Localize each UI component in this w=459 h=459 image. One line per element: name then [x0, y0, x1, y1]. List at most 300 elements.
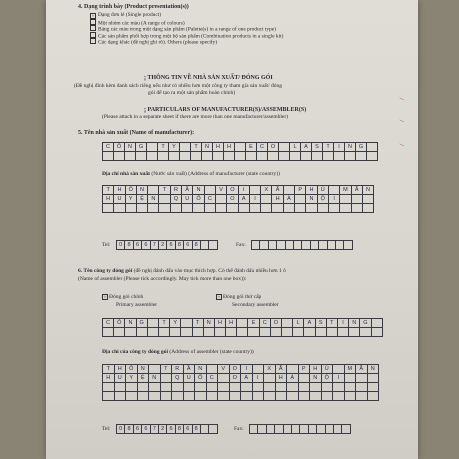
letter-cell: H	[306, 186, 317, 195]
letter-cell: E	[246, 143, 257, 152]
letter-cell	[250, 186, 261, 195]
letter-cell	[136, 152, 147, 161]
letter-cell	[264, 374, 276, 383]
digit-cell: 8	[193, 241, 201, 250]
primary-assembler-vi: Đóng gói chính	[109, 294, 144, 300]
letter-cell	[207, 383, 219, 392]
digit-cell	[336, 241, 344, 250]
letter-cell	[352, 195, 363, 204]
section5-address-label-rest: (Nước sản xuất) (Address of manufacturer (state country))	[150, 171, 280, 177]
digit-cell	[267, 425, 275, 434]
letter-cell: T	[327, 319, 338, 328]
manufacturer-fax-grid[interactable]	[251, 240, 353, 250]
letter-cell: T	[159, 319, 170, 328]
letter-cell	[148, 319, 159, 328]
manufacturer-heading-en-text: PARTICULARS OF MANUFACTURER(S)/ASSEMBLER(S)	[147, 107, 307, 113]
letter-cell	[213, 152, 224, 161]
letter-cell: V	[216, 186, 227, 195]
digit-cell: 6	[167, 425, 175, 434]
letter-cell	[235, 143, 246, 152]
letter-cell: Ô	[126, 186, 137, 195]
letter-cell	[334, 152, 345, 161]
letter-cell	[253, 365, 265, 374]
letter-cell	[306, 204, 317, 213]
letter-cell	[329, 204, 340, 213]
manufacturer-heading-vi: ¡ THÔNG TIN VỀ NHÀ SẢN XUẤT/ ĐÓNG GÓI	[144, 75, 273, 81]
letter-cell	[248, 328, 259, 337]
letter-cell	[138, 383, 150, 392]
letter-cell	[293, 328, 304, 337]
letter-cell	[172, 383, 184, 392]
letter-cell	[180, 143, 191, 152]
digit-cell	[275, 425, 283, 434]
letter-cell	[333, 392, 345, 401]
letter-cell	[253, 392, 265, 401]
letter-cell	[360, 328, 371, 337]
primary-assembler-en: Primary assembler	[116, 302, 158, 308]
letter-cell	[202, 152, 213, 161]
letter-cell	[312, 152, 323, 161]
letter-cell: Ầ	[182, 186, 193, 195]
letter-cell	[356, 152, 367, 161]
letter-cell	[103, 204, 114, 213]
letter-cell	[264, 392, 276, 401]
presentation-option[interactable]	[90, 12, 161, 19]
document-page	[46, 0, 418, 459]
digit-cell: 7	[151, 241, 159, 250]
section6-title-rest: (đề nghị đánh dấu vào mục thích hợp. Có thể đánh dấu nhiều hơn 1 ô	[132, 268, 286, 274]
letter-cell	[310, 383, 322, 392]
letter-cell	[103, 328, 114, 337]
letter-cell	[218, 383, 230, 392]
letter-cell	[147, 143, 158, 152]
letter-cell: Q	[172, 374, 184, 383]
primary-assembler-option[interactable]	[102, 294, 143, 301]
letter-cell: G	[137, 319, 148, 328]
letter-cell: À	[284, 195, 295, 204]
letter-cell: T	[191, 143, 202, 152]
letter-cell	[287, 392, 299, 401]
letter-cell	[276, 383, 288, 392]
letter-cell: A	[304, 319, 315, 328]
letter-cell	[216, 195, 227, 204]
letter-cell: C	[103, 143, 114, 152]
letter-cell: N	[138, 365, 150, 374]
letter-cell: N	[125, 319, 136, 328]
letter-cell	[114, 204, 125, 213]
digit-cell: 6	[134, 241, 142, 250]
letter-cell: H	[215, 319, 226, 328]
letter-cell: A	[241, 374, 253, 383]
digit-cell	[342, 425, 350, 434]
letter-cell	[181, 328, 192, 337]
section5-tel-label: Tel:	[102, 242, 111, 248]
letter-cell: Y	[169, 143, 180, 152]
letter-cell	[261, 195, 272, 204]
letter-cell	[159, 204, 170, 213]
letter-cell	[147, 152, 158, 161]
letter-cell	[301, 152, 312, 161]
letter-cell	[207, 392, 219, 401]
letter-cell: T	[103, 365, 115, 374]
letter-cell	[193, 204, 204, 213]
letter-cell	[103, 152, 114, 161]
letter-cell	[126, 392, 138, 401]
option-checkbox[interactable]: ×	[91, 12, 95, 18]
letter-cell	[205, 204, 216, 213]
secondary-assembler-vi: Đóng gói thứ cấp	[223, 294, 262, 300]
letter-cell: H	[272, 195, 283, 204]
letter-cell	[159, 195, 170, 204]
letter-cell: N	[306, 195, 317, 204]
manufacturer-name-grid[interactable]	[102, 142, 378, 161]
assembler-address-grid[interactable]	[102, 364, 379, 401]
letter-cell: H	[224, 143, 235, 152]
manufacturer-note-vi-1: (Đề nghị đính kèm danh sách riêng nếu như có nhiều hơn một công ty tham gia sản xuất/ đóng	[74, 83, 282, 89]
letter-cell: I	[333, 374, 345, 383]
letter-cell	[329, 186, 340, 195]
letter-cell: I	[334, 143, 345, 152]
digit-cell	[286, 241, 294, 250]
letter-cell	[372, 319, 383, 328]
letter-cell	[170, 328, 181, 337]
letter-cell: E	[248, 319, 259, 328]
letter-cell: O	[268, 143, 279, 152]
manufacturer-tel-grid[interactable]	[116, 240, 218, 250]
letter-cell	[149, 365, 161, 374]
letter-cell: Ố	[195, 374, 207, 383]
letter-cell: Ầ	[184, 365, 196, 374]
assembler-fax-grid[interactable]	[249, 424, 351, 434]
letter-cell	[356, 374, 368, 383]
letter-cell: H	[276, 374, 288, 383]
letter-cell	[284, 204, 295, 213]
digit-cell	[317, 425, 325, 434]
letter-cell: P	[299, 365, 311, 374]
section6-title-bold: 6. Tên công ty đóng gói	[78, 268, 133, 274]
letter-cell	[345, 374, 357, 383]
letter-cell	[161, 383, 173, 392]
letter-cell: N	[202, 143, 213, 152]
letter-cell	[356, 383, 368, 392]
letter-cell	[276, 392, 288, 401]
letter-cell	[169, 152, 180, 161]
letter-cell: Y	[126, 195, 137, 204]
letter-cell	[237, 328, 248, 337]
letter-cell: G	[356, 143, 367, 152]
letter-cell	[181, 319, 192, 328]
letter-cell: R	[172, 365, 184, 374]
letter-cell: Ú	[318, 186, 329, 195]
option-checkbox[interactable]	[90, 32, 96, 38]
letter-cell	[253, 383, 265, 392]
letter-cell: L	[290, 143, 301, 152]
letter-cell	[125, 152, 136, 161]
letter-cell: C	[207, 374, 219, 383]
letter-cell	[257, 152, 268, 161]
section6-address-label-rest: (Address of assembler (state country))	[168, 349, 254, 355]
letter-cell	[148, 186, 159, 195]
secondary-assembler-option[interactable]	[216, 294, 261, 301]
letter-cell: R	[171, 186, 182, 195]
letter-cell	[207, 365, 219, 374]
digit-cell: 8	[125, 425, 133, 434]
letter-cell	[184, 383, 196, 392]
letter-cell	[282, 319, 293, 328]
letter-cell: S	[316, 319, 327, 328]
secondary-assembler-en: Secondary assembler	[232, 302, 279, 308]
letter-cell	[218, 392, 230, 401]
section6-title	[78, 268, 286, 275]
letter-cell: Ô	[114, 143, 125, 152]
assembler-name-grid[interactable]	[102, 318, 383, 337]
digit-cell	[209, 241, 217, 250]
letter-cell: Ã	[352, 186, 363, 195]
digit-cell	[250, 425, 258, 434]
letter-cell	[114, 152, 125, 161]
letter-cell	[161, 392, 173, 401]
section5-address-label	[102, 171, 280, 178]
letter-cell	[290, 152, 301, 161]
digit-cell	[209, 425, 217, 434]
letter-cell	[368, 392, 380, 401]
letter-cell	[241, 392, 253, 401]
letter-cell	[368, 383, 380, 392]
letter-cell	[115, 392, 127, 401]
section5-address-label-bold: Địa chỉ nhà sản xuất	[102, 171, 150, 177]
letter-cell: N	[195, 365, 207, 374]
letter-cell: Ô	[114, 319, 125, 328]
digit-cell: 7	[151, 425, 159, 434]
digit-cell	[292, 425, 300, 434]
letter-cell: V	[218, 365, 230, 374]
digit-cell: 6	[142, 425, 150, 434]
letter-cell: O	[230, 365, 242, 374]
letter-cell	[161, 374, 173, 383]
letter-cell: M	[345, 365, 357, 374]
letter-cell	[322, 392, 334, 401]
letter-cell	[333, 383, 345, 392]
letter-cell	[295, 195, 306, 204]
letter-cell: C	[205, 195, 216, 204]
letter-cell	[340, 204, 351, 213]
digit-cell: 6	[134, 425, 142, 434]
section6-fax-label: Fax:	[234, 426, 244, 432]
letter-cell	[363, 195, 374, 204]
letter-cell	[149, 392, 161, 401]
letter-cell	[272, 204, 283, 213]
primary-assembler-checkbox[interactable]: ×	[103, 294, 107, 299]
digit-cell: 6	[167, 241, 175, 250]
digit-cell	[328, 241, 336, 250]
letter-cell	[227, 204, 238, 213]
digit-cell	[319, 241, 327, 250]
letter-cell	[299, 392, 311, 401]
letter-cell	[271, 328, 282, 337]
option-label: Các dạng khác (đề nghị ghi rõ). Others (please specify)	[98, 39, 218, 46]
section6-address-label-bold: Địa chỉ của công ty đóng gói	[102, 349, 169, 355]
option-checkbox[interactable]	[90, 19, 96, 25]
letter-cell: T	[103, 186, 114, 195]
presentation-option[interactable]	[90, 38, 217, 46]
letter-cell: T	[159, 186, 170, 195]
letter-cell	[372, 328, 383, 337]
digit-cell	[258, 425, 266, 434]
assembler-tel-grid[interactable]	[116, 424, 218, 434]
digit-cell	[252, 241, 260, 250]
letter-cell	[316, 328, 327, 337]
digit-cell: 6	[184, 425, 192, 434]
margin-mark: /	[399, 119, 406, 123]
digit-cell: 2	[159, 425, 167, 434]
letter-cell: I	[250, 195, 261, 204]
letter-cell: G	[360, 319, 371, 328]
letter-cell	[363, 204, 374, 213]
letter-cell	[180, 152, 191, 161]
letter-cell	[246, 152, 257, 161]
letter-cell: U	[182, 195, 193, 204]
letter-cell	[260, 328, 271, 337]
letter-cell: Ã	[272, 186, 283, 195]
letter-cell	[338, 328, 349, 337]
letter-cell: Y	[126, 374, 138, 383]
letter-cell	[349, 328, 360, 337]
section6-tel-label: Tel:	[102, 426, 111, 432]
letter-cell: C	[103, 319, 114, 328]
digit-cell	[334, 425, 342, 434]
letter-cell	[126, 204, 137, 213]
letter-cell	[264, 383, 276, 392]
option-label: Bảng các màu trong một dạng sản phẩm (Palette(s) in a range of one product type)	[98, 26, 276, 33]
manufacturer-note-en: (Please attach in a separate sheet if there are more than one manufacturer/assembler)	[102, 114, 288, 120]
letter-cell	[193, 328, 204, 337]
letter-cell	[367, 152, 378, 161]
letter-cell	[279, 143, 290, 152]
letter-cell: N	[345, 143, 356, 152]
letter-cell: M	[340, 186, 351, 195]
letter-cell: Ệ	[138, 374, 150, 383]
section5-fax-label: Fax:	[236, 242, 246, 248]
manufacturer-heading-en: ¡ PARTICULARS OF MANUFACTURER(S)/ASSEMBLER(S)	[144, 107, 307, 113]
letter-cell	[171, 204, 182, 213]
letter-cell	[137, 328, 148, 337]
letter-cell: H	[115, 365, 127, 374]
letter-cell	[103, 392, 115, 401]
digit-cell	[294, 241, 302, 250]
letter-cell	[205, 186, 216, 195]
letter-cell	[239, 204, 250, 213]
letter-cell: X	[261, 186, 272, 195]
letter-cell	[126, 383, 138, 392]
letter-cell	[125, 328, 136, 337]
digit-cell	[277, 241, 285, 250]
margin-mark: /	[399, 143, 406, 147]
letter-cell	[103, 383, 115, 392]
digit-cell: 8	[125, 241, 133, 250]
letter-cell: À	[287, 374, 299, 383]
letter-cell	[215, 328, 226, 337]
letter-cell	[138, 392, 150, 401]
digit-cell	[269, 241, 277, 250]
manufacturer-note-vi-2: gói để tạo ra một sản phẩm hoàn chỉnh)	[148, 90, 236, 96]
letter-cell	[261, 204, 272, 213]
digit-cell: 8	[176, 425, 184, 434]
letter-cell: N	[363, 186, 374, 195]
letter-cell	[204, 328, 215, 337]
letter-cell: Ố	[193, 195, 204, 204]
option-label: Các sản phẩm phối hợp trong một bộ sản phẩm (Combination products in a single kit)	[98, 33, 284, 40]
letter-cell: Q	[171, 195, 182, 204]
letter-cell	[367, 143, 378, 152]
letter-cell	[148, 328, 159, 337]
letter-cell: P	[295, 186, 306, 195]
option-label: Dạng đơn lẻ (Single product)	[98, 12, 162, 18]
letter-cell: O	[230, 374, 242, 383]
letter-cell	[159, 328, 170, 337]
letter-cell: C	[257, 143, 268, 152]
letter-cell: Ộ	[318, 195, 329, 204]
letter-cell	[137, 204, 148, 213]
letter-cell	[345, 152, 356, 161]
letter-cell: I	[253, 374, 265, 383]
letter-cell	[310, 392, 322, 401]
letter-cell	[195, 392, 207, 401]
letter-cell	[299, 374, 311, 383]
digit-cell	[344, 241, 352, 250]
letter-cell	[340, 195, 351, 204]
digit-cell	[302, 241, 310, 250]
letter-cell	[268, 152, 279, 161]
letter-cell	[333, 365, 345, 374]
letter-cell: T	[193, 319, 204, 328]
digit-cell	[311, 241, 319, 250]
letter-cell: H	[310, 365, 322, 374]
letter-cell: G	[136, 143, 147, 152]
manufacturer-address-grid[interactable]	[102, 185, 374, 213]
secondary-assembler-checkbox[interactable]: ×	[217, 294, 221, 299]
digit-cell: 6	[142, 241, 150, 250]
letter-cell	[345, 383, 357, 392]
letter-cell: H	[103, 195, 114, 204]
digit-cell	[201, 241, 209, 250]
letter-cell: I	[329, 195, 340, 204]
letter-cell: Ô	[126, 365, 138, 374]
letter-cell	[295, 204, 306, 213]
letter-cell: N	[204, 319, 215, 328]
letter-cell	[345, 392, 357, 401]
letter-cell	[195, 383, 207, 392]
letter-cell: S	[312, 143, 323, 152]
digit-cell	[300, 425, 308, 434]
digit-cell: 8	[193, 425, 201, 434]
letter-cell	[184, 392, 196, 401]
letter-cell: Ộ	[322, 374, 334, 383]
letter-cell: O	[227, 195, 238, 204]
option-checkbox[interactable]	[90, 38, 96, 44]
letter-cell	[114, 328, 125, 337]
letter-cell: Ú	[322, 365, 334, 374]
letter-cell	[158, 152, 169, 161]
letter-cell: Y	[170, 319, 181, 328]
letter-cell: N	[125, 143, 136, 152]
letter-cell: A	[239, 195, 250, 204]
letter-cell	[149, 383, 161, 392]
letter-cell	[327, 328, 338, 337]
letter-cell	[287, 365, 299, 374]
option-checkbox[interactable]	[90, 25, 96, 31]
digit-cell	[326, 425, 334, 434]
letter-cell	[318, 204, 329, 213]
